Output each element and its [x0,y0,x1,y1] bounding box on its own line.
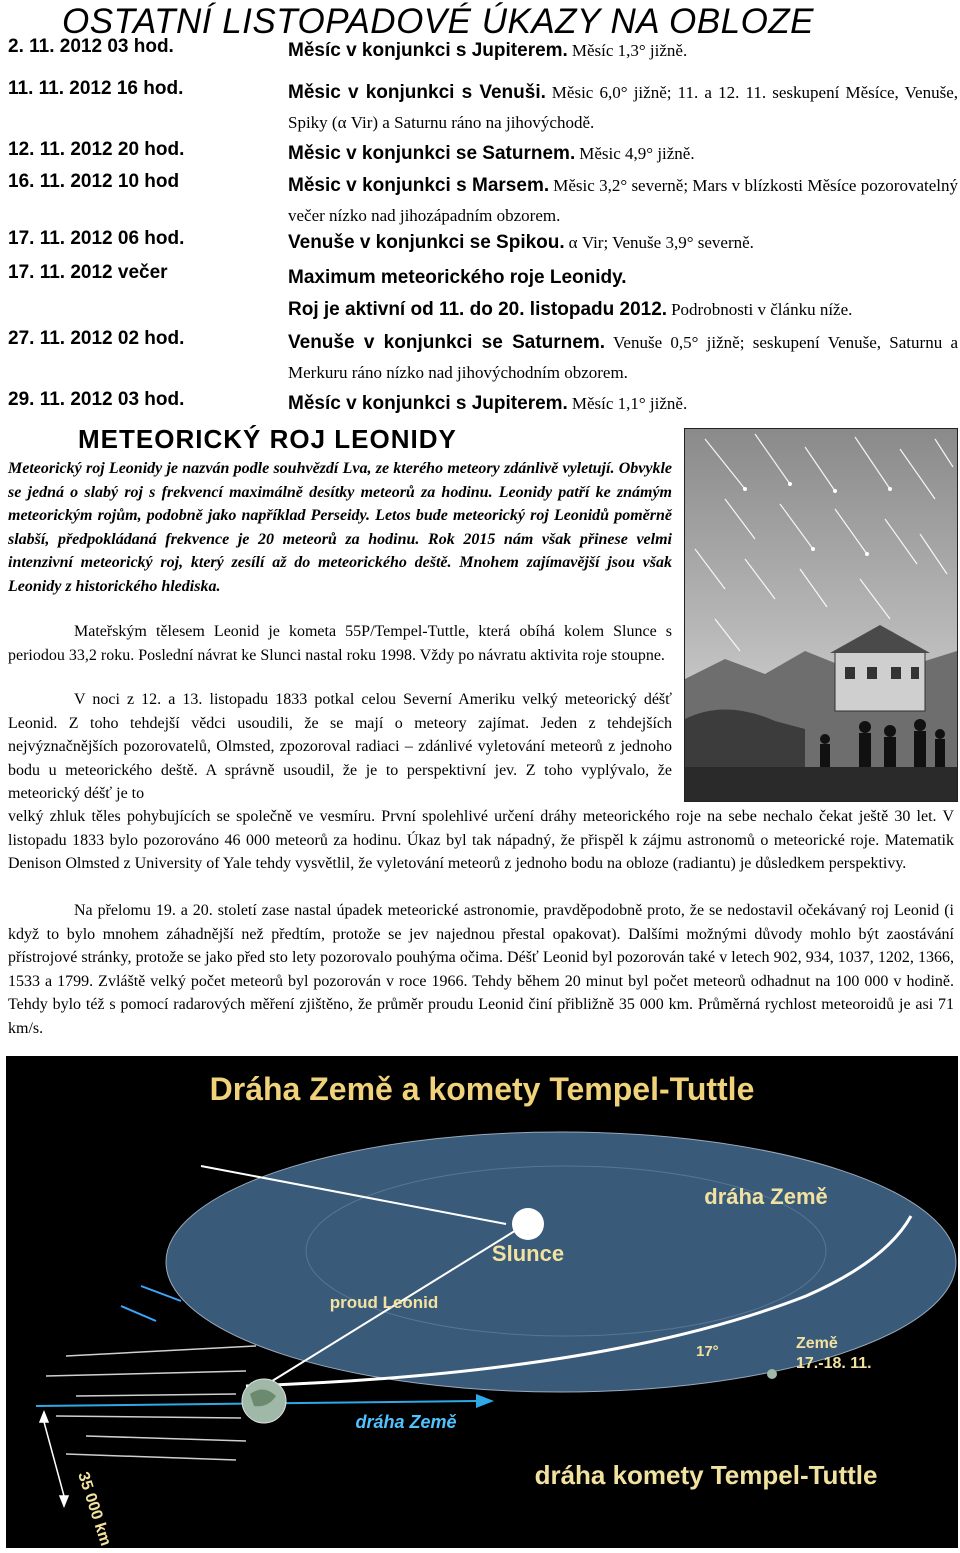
event-headline: Měsíc v konjunkci s Jupiterem. [288,393,568,414]
event-date: 12. 11. 2012 20 hod. [8,139,185,160]
event-date: 27. 11. 2012 02 hod. [8,328,185,349]
earth-orbit-label-2: dráha Země [355,1412,457,1432]
page-title: OSTATNÍ LISTOPADOVÉ ÚKAZY NA OBLOZE [62,2,815,41]
event-detail: Venuše 0,5° jižně; seskupení Venuše, Saturnu a Merkuru ráno nízko nad jihovýchodním obzorem. [288,333,959,382]
sun-icon [512,1208,544,1240]
sun-label: Slunce [491,1241,565,1266]
event-detail: α Vir; Venuše 3,9° severně. [568,233,754,252]
event-detail: Podrobnosti v článku níže. [671,300,853,319]
event-headline: Maximum meteorického roje Leonidy. [288,267,627,288]
event-date: 17. 11. 2012 večer [8,262,168,283]
article-intro: Meteorický roj Leonidy je nazván podle souhvězdí Lva, ze kterého meteory zdánlivě vyletují. Obvykle se jedná o slabý roj s frekvencí maximálně desítky meteorů za hodinu. Leonidy patří ke známým meteorickým rojům, podobně jako například Perseidy. Letos bude meteorický roj Leonidů poměrně slabší, předpokládaná frekvence je 20 meteorů za hodinu. Rok 2015 nám však přinese velmi intenzivní meteorický roj, který zesílí až do meteorického deště. Mnohem zajímavější jsou však Leonidy z historického hlediska. [8,460,672,595]
earth-orbit-label: dráha Země [704,1184,828,1209]
event-detail: Měsic 4,9° jižně. [579,144,695,163]
earth-position-icon [767,1369,777,1379]
width-label: 35 000 km [74,1469,115,1548]
event-detail: Měsic 6,0° jižně; 11. a 12. 11. seskupení Měsíce, Venuše, Spiky (α Vir) a Saturnu ráno na jihovýchodě. [288,83,958,132]
event-date: 2. 11. 2012 03 hod. [8,36,174,57]
event-headline: Venuše v konjunkci se Spikou. [288,232,565,253]
diagram-title: Dráha Země a komety Tempel-Tuttle [209,1071,755,1107]
event-subheadline: Roj je aktivní od 11. do 20. listopadu 2012. [288,299,668,320]
event-headline: Venuše v konjunkci se Saturnem. [288,332,605,353]
angle-label: 17° [696,1343,719,1360]
article-paragraph: velký zhluk těles pohybujících se společně ve vesmíru. První spolehlivé určení dráhy meteorického roje na sebe nechalo čekat ještě 30 let. V listopadu 1833 bylo pozorováno 46 000 meteorů za hodinu. Úkaz byl tak nápadný, že přispěl k zájmu astronomů o meteorické roje. Matematik Denison Olmsted z University of Yale tehdy vysvětlil, že vyletování meteorů z jednoho bodu na obloze (radiantu) je důsledkem perspektivy. [8,808,954,872]
article-paragraph: V noci z 12. a 13. listopadu 1833 potkal celou Severní Ameriku velký meteorický déšť Leonid. Z toho tehdejší vědci usoudili, že se mají o meteory zajímat. Jeden z tehdejších nejvýznačnějších pozorovatelů, Olmsted, zpozoroval radiaci – zdánlivé vyletování meteorů z jednoho bodu u meteorického deště. A správně usoudil, že je to perspektivní jev. Z toho vyplývalo, že meteorický déšť je to [8,691,672,802]
event-headline: Měsíc v konjunkci s Jupiterem. [288,40,568,61]
event-headline: Měsic v konjunkci s Venuši. [288,82,546,103]
event-detail: Měsic 3,2° severně; Mars v blízkosti Měsíce pozorovatelný večer nízko nad jihozápadním obzorem. [288,176,959,225]
event-headline: Měsic v konjunkci se Saturnem. [288,143,576,164]
stream-label: proud Leonid [329,1293,439,1312]
article-heading: METEORICKÝ ROJ LEONIDY [78,424,457,454]
comet-orbit-label: dráha komety Tempel-Tuttle [534,1460,878,1490]
event-detail: Měsíc 1,3° jižně. [571,41,688,60]
event-date: 11. 11. 2012 16 hod. [8,78,184,99]
meteor-storm-engraving [684,428,958,802]
date-label-line1: Země [796,1335,838,1352]
event-date: 16. 11. 2012 10 hod [8,171,180,192]
orbit-diagram [6,1056,958,1548]
article-paragraph: Na přelomu 19. a 20. století zase nastal úpadek meteorické astronomie, pravděpodobně proto, že se nedostavil očekávaný roj Leonid (i když to bylo mnohem záhadnější než předtím, protože se jev najednou přestal opakovat). Dalšími možnými důvody mohlo být zaostávání přístrojové stránky, protože se jako před sto lety pozorovalo pouhýma očima. Déšť Leonid byl pozorován také v letech 902, 934, 1037, 1202, 1366, 1533 a 1799. Zvláště velký počet meteorů byl pozorován v roce 1966. Tehdy během 20 minut byl počet meteorů odhadnut na 100 000 v hodině. Tehdy bylo též s pomocí radarových měření zjištěno, že průměr proudu Leonid činí přibližně 35 000 km. Průměrná rychlost meteoroidů je asi 71 km/s. [8,902,954,1037]
article-paragraph: Mateřským tělesem Leonid je kometa 55P/Tempel-Tuttle, která obíhá kolem Slunce s periodou 33,2 roku. Poslední návrat ke Slunci nastal roku 1998. Vždy po návratu aktivita roje stoupne. [8,623,672,664]
event-date: 17. 11. 2012 06 hod. [8,228,185,249]
event-headline: Měsic v konjunkci s Marsem. [288,175,550,196]
event-date: 29. 11. 2012 03 hod. [8,389,185,410]
event-detail: Měsíc 1,1° jižně. [571,394,688,413]
date-label-line2: 17.-18. 11. [796,1355,872,1372]
